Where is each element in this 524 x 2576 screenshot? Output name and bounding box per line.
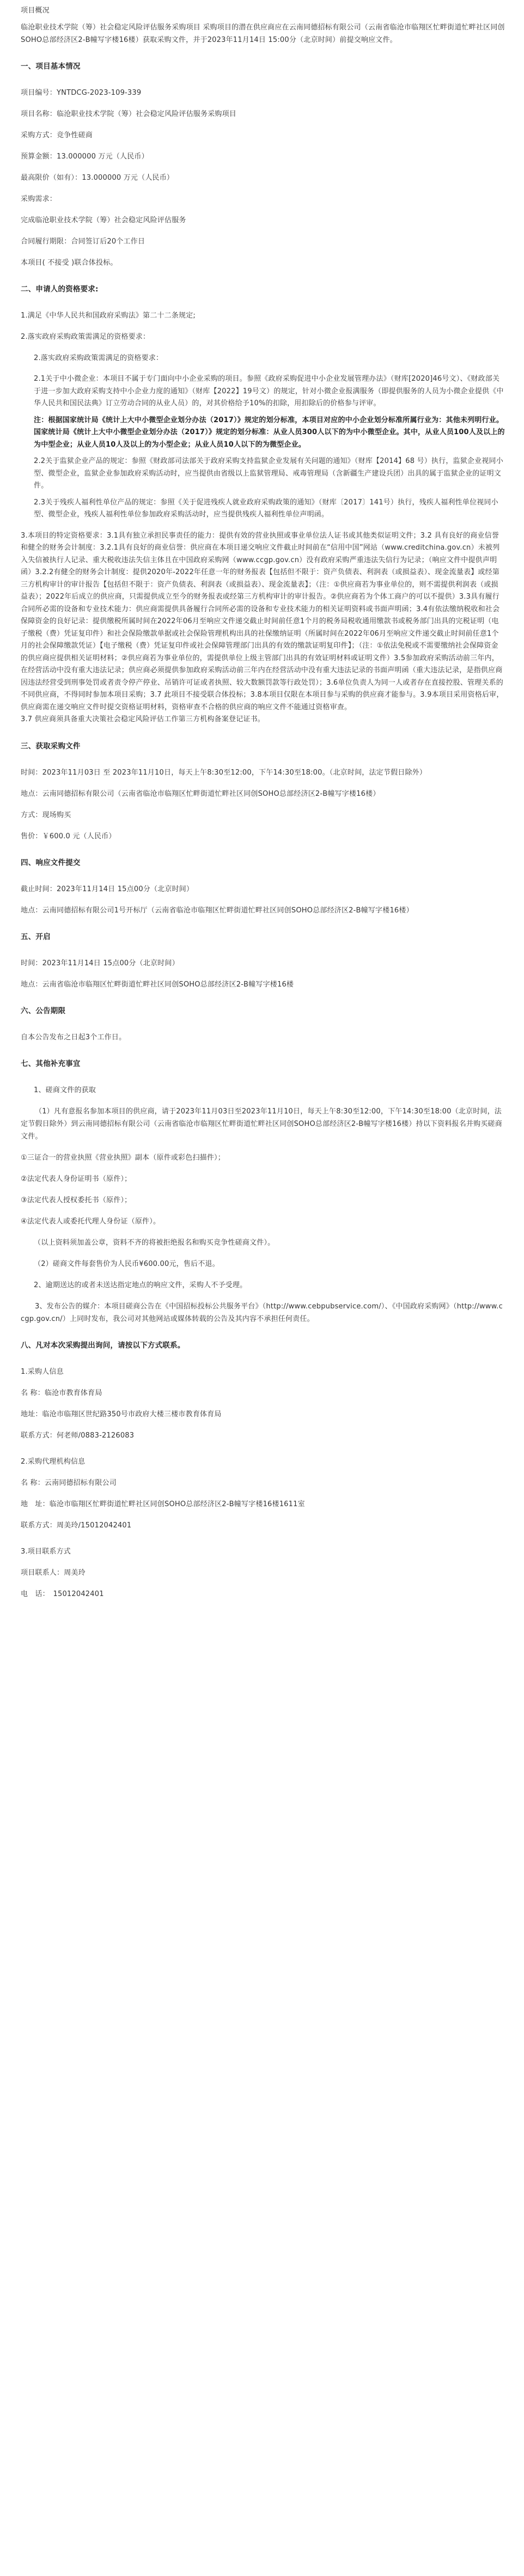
section-title-supplementary: 七、其他补充事宜 bbox=[21, 1059, 81, 1068]
qualification-1: 1.满足《中华人民共和国政府采购法》第二十二条规定; bbox=[21, 312, 196, 320]
section-title-opening: 五、开启 bbox=[21, 932, 51, 941]
required-doc-2: ②法定代表人身份证明书（原件）； bbox=[21, 1174, 132, 1183]
section-title-qualifications: 二、申请人的资格要求: bbox=[21, 285, 99, 294]
required-doc-4: ④法定代表人或委托代理人身份证（原件）。 bbox=[21, 1217, 161, 1226]
section-title-get-documents: 三、获取采购文件 bbox=[21, 741, 81, 751]
qualification-2-1-note: 注：根据国家统计局《统计上大中小微型企业划分办法（2017）》规定的划分标准，本项目对应的中小企业划分标准所属行业为：其他未列明行业。国家统计局《统计上大中小微型企业划分办法（2017）》规定的划分标准：从业人员300人以下的为中小微型企业。其中，从业人员100人及以上的为中型企业；从业人员10人及以上的为小型企业；从业人员10人以下的为微型企业。 bbox=[34, 416, 505, 449]
joint-bid-note: 本项目( 不接受 )联合体投标。 bbox=[21, 259, 118, 267]
section-title-basic-info: 一、项目基本情况 bbox=[21, 62, 81, 71]
submission-deadline: 截止时间：2023年11月14日 15点00分（北京时间） bbox=[21, 885, 194, 893]
qualification-2-sub: 2.落实政府采购政策需满足的资格要求： bbox=[34, 354, 163, 362]
contract-term: 合同履行期限：合同签订后20个工作日 bbox=[21, 237, 145, 246]
project-name: 项目名称：临沧职业技术学院（筹）社会稳定风险评估服务采购项目 bbox=[21, 110, 237, 118]
section-title-notice-period: 六、公告期限 bbox=[21, 1006, 66, 1015]
purchaser-name: 名 称：临沧市教育体育局 bbox=[21, 1389, 102, 1397]
qualification-3: 3.本项目的特定资格要求：3.1具有独立承担民事责任的能力：提供有效的营业执照或事业单位法人证书或其他类似证明文件；3.2 具有良好的商业信誉和健全的财务会计制度：3.2.1具有良好的商业信誉：供应商在本项目递交响应文件截止时间前在“信用中国”网站（www.creditchina.gov.cn）未被列入失信被执行人记录、重大税收违法失信主体且在中国政府采购网（www.ccgp.gov.cn）没有政府采购严重违法失信行为记录；（响应文件中提供声明函）3.2.2有健全的财务会计制度：提供2020年-2022年任意一年的财务报表【包括但不限于：资产负债表、利润表（或损益表）、现金流量表】或经第三方机构审计的审计报告【包括但不限于：资产负债表、利润表（或损益表）、现金流量表】；（注：①供应商若为事业单位的，则不需提供利润表（或损益表）；2022年后成立的供应商，只需提供成立至今的财务报表或经第三方机构审计的审计报告。②供应商若为个体工商户的可以不提供）3.3具有履行合同所必需的设备和专业技术能力：供应商需提供具备履行合同所必需的设备和专业技术能力的相关证明资料或书面声明函；3.4有依法缴纳税收和社会保障资金的良好记录：提供缴税所属时间在2022年06月至响应文件递交截止时间前任意1个月的税务局税收通用缴款书或税务部门出具的完税证明（电子缴税（费）凭证复印件）和社会保险缴款单据或社会保险管理机构出具的社保缴纳证明（所属时间在2022年06月至响应文件递交截止时间前任意1个月的社会保障缴款凭证）【电子缴税（费）凭证复印件或社会保障管理部门出具的有效的缴款证明复印件】；（注：①依法免税或不需要缴纳社会保障资金的供应商应提供相关证明材料；②供应商若为事业单位的，需提供单位上级主管部门出具的有效证明材料或证明文件）3.5参加政府采购活动前三年内，在经营活动中没有重大违法记录；供应商必须提供参加政府采购活动前三年内在经营活动中没有重大违法记录的书面声明函（重大违法记录，是指供应商因违法经营受到刑事处罚或者责令停产停业、吊销许可证或者执照、较大数额罚款等行政处罚）；3.6单位负责人为同一人或者存在直接控股、管理关系的不同供应商，不得同时参加本项目采购；3.7 此项目不接受联合体投标；3.8本项目仅限在本项目参与采购的供应商才能参与。3.9本项目采用资格后审，供应商需在递交响应文件时提交资格证明材料，资格审查不合格的供应商的响应文件不能通过资格审查。 bbox=[21, 531, 504, 711]
get-documents-place: 地点：云南同德招标有限公司（云南省临沧市临翔区忙畔街道忙畔社区同创SOHO总部经济区2-B幢写字楼16楼） bbox=[21, 789, 380, 798]
purchaser-address: 地址：临沧市临翔区世纪路350号市政府大楼三楼市教育体育局 bbox=[21, 1410, 222, 1418]
qualification-2: 2.落实政府采购政策需满足的资格要求： bbox=[21, 333, 150, 341]
purchaser-heading: 1.采购人信息 bbox=[21, 1367, 64, 1376]
supplementary-item-1-text: （1）凡有意报名参加本项目的供应商，请于2023年11月03日至2023年11月10日，每天上午8:30至12:00，下午14:30至18:00（北京时间，法定节假日除外）到云南同德招标有限公司（云南省临沧市临翔区忙畔街道忙畔社区同创SOHO总部经济区2-B幢写字楼16楼）持以下资料报名并购买磋商文件。 bbox=[21, 1107, 502, 1141]
overview-intro: 临沧职业技术学院（筹）社会稳定风险评估服务采购项目 采购项目的潜在供应商应在云南同德招标有限公司（云南省临沧市临翔区忙畔街道忙畔社区同创SOHO总部经济区2-B幢写字楼16楼）获取采购文件，并于2023年11月14日 15:00分（北京时间）前提交响应文件。 bbox=[21, 23, 505, 44]
supplementary-item-3: 3、发布公告的媒介：本项目磋商公告在《中国招标投标公共服务平台》（http://www.cebpubservice.com/）、《中国政府采购网》（http://www.ccgp.gov.cn/）上同时发布，我公司对其他网站或媒体转载的公告及其内容不承担任何责任。 bbox=[21, 1302, 503, 1323]
agency-contact: 联系方式：周美玲/15012042401 bbox=[21, 1521, 132, 1530]
required-doc-3: ③法定代表人授权委托书（原件）； bbox=[21, 1196, 132, 1204]
notice-period-text: 自本公告发布之日起3个工作日。 bbox=[21, 1033, 126, 1042]
submission-place: 地点：云南同德招标有限公司1号开标厅（云南省临沧市临翔区忙畔街道忙畔社区同创SOHO总部经济区2-B幢写字楼16楼） bbox=[21, 906, 413, 915]
purchaser-contact: 联系方式：何老师/0883-2126083 bbox=[21, 1431, 135, 1440]
budget-amount: 预算金额：13.000000 万元（人民币） bbox=[21, 153, 149, 161]
supplementary-item-2: 2、逾期送达的或者未送达指定地点的响应文件，采购人不予受理。 bbox=[34, 1281, 247, 1289]
section-title-contacts: 八、凡对本次采购提出询问，请按以下方式联系。 bbox=[21, 1341, 185, 1350]
requirement-label: 采购需求： bbox=[21, 195, 57, 203]
get-documents-method: 方式：现场购买 bbox=[21, 811, 71, 819]
required-doc-1: ①三证合一的营业执照《营业执照》副本（原件或彩色扫描件）； bbox=[21, 1153, 225, 1162]
required-doc-note: （以上资料须加盖公章，资料不齐的将被拒绝报名和购买竞争性磋商文件）。 bbox=[34, 1238, 275, 1247]
qualification-2-3: 2.3关于残疾人福利性单位产品的规定：参照《关于促进残疾人就业政府采购政策的通知》（财库〔2017〕141号）执行，残疾人福利性单位视同小型、微型企业，残疾人福利性单位参加政府采购活动时，应当提供残疾人福利性单位声明函。 bbox=[34, 498, 498, 519]
requirement-text: 完成临沧职业技术学院（筹）社会稳定风险评估服务 bbox=[21, 216, 186, 224]
opening-time: 时间：2023年11月14日 15点00分（北京时间） bbox=[21, 959, 179, 967]
qualification-3-tail: 3.7 供应商须具备重大决策社会稳定风险评估工作第三方机构备案登记证书。 bbox=[21, 715, 265, 723]
qualification-2-1: 2.1关于中小微企业：本项目不属于专门面向中小企业采购的项目。参照《政府采购促进中小企业发展管理办法》（财库[2020]46号文）、《财政部关于进一步加大政府采购支持中小企业力度的通知》（财库【2022】19号文）的规定，针对小微企业报满服务（即提供服务的人员为小微企业提供《中华人民共和国民法典》订立劳动合同的从业人员）的，对其价格给予10%的扣除，用扣除后的价格参与评审。 bbox=[34, 375, 504, 407]
max-price: 最高限价（如有）：13.000000 万元（人民币） bbox=[21, 174, 174, 182]
agency-heading: 2.采购代理机构信息 bbox=[21, 1457, 86, 1466]
project-contact-phone: 电 话： 15012042401 bbox=[21, 1590, 104, 1598]
opening-place: 地点：云南省临沧市临翔区忙畔街道忙畔社区同创SOHO总部经济区2-B幢写字楼16楼 bbox=[21, 980, 294, 989]
supplementary-item-1-2: （2）磋商文件每套售价为人民币¥600.00元，售后不退。 bbox=[34, 1259, 220, 1268]
get-documents-time: 时间：2023年11月03日 至 2023年11月10日，每天上午8:30至12:00，下午14:30至18:00。（北京时间，法定节假日除外） bbox=[21, 768, 427, 777]
get-documents-price: 售价：￥600.0 元（人民币） bbox=[21, 832, 116, 841]
procurement-method: 采购方式：竞争性磋商 bbox=[21, 131, 93, 139]
qualification-2-2: 2.2关于监狱企业产品的规定：参照《财政部司法部关于政府采购支持监狱企业发展有关问题的通知》（财库【2014】68 号）执行，监狱企业视同小型、微型企业，监狱企业参加政府采购活动时，应当提供由省级以上监狱管理局、戒毒管理局（含新疆生产建设兵团）出具的属于监狱企业的证明文件。 bbox=[34, 457, 503, 490]
supplementary-item-1: 1、磋商文件的获取 bbox=[34, 1086, 96, 1094]
project-number: 项目编号：YNTDCG-2023-109-339 bbox=[21, 89, 142, 97]
agency-name: 名 称：云南同德招标有限公司 bbox=[21, 1478, 117, 1487]
agency-address: 地 址：临沧市临翔区忙畔街道忙畔社区同创SOHO总部经济区2-B幢写字楼16楼1611室 bbox=[21, 1500, 305, 1508]
project-contact-heading: 3.项目联系方式 bbox=[21, 1547, 71, 1556]
project-contact-person: 项目联系人：周美玲 bbox=[21, 1568, 86, 1577]
overview-label: 项目概况 bbox=[21, 7, 50, 15]
section-title-submission: 四、响应文件提交 bbox=[21, 858, 81, 867]
